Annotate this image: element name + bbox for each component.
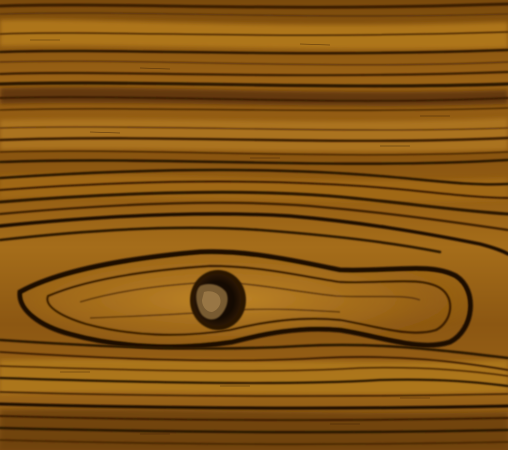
wood-knot xyxy=(190,270,246,330)
